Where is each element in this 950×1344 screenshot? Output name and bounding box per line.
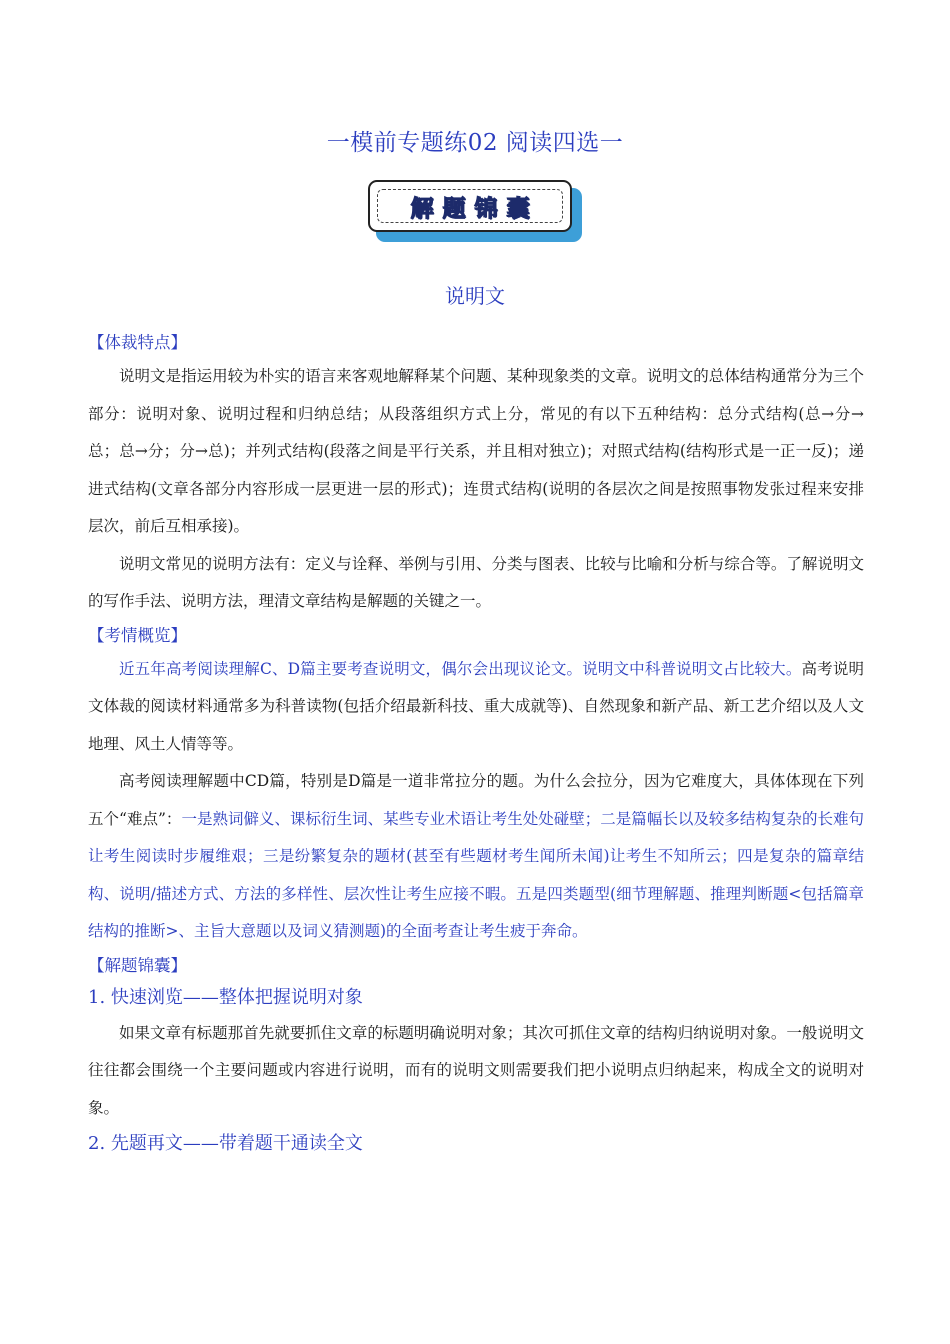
features-paragraph-2: 说明文常见的说明方法有：定义与诠释、举例与引用、分类与图表、比较与比喻和分析与综合等。了解说明文的写作手法、说明方法，理清文章结构是解题的关键之一。 xyxy=(88,554,864,610)
exam-paragraph-2 xyxy=(88,763,864,951)
exam-paragraph-1-highlight: 近五年高考阅读理解C、D篇主要考查说明文，偶尔会出现议论文。说明文中科普说明文占比较大。 xyxy=(119,659,802,678)
tip-1-paragraph: 如果文章有标题那首先就要抓住文章的标题明确说明对象；其次可抓住文章的结构归纳说明对象。一般说明文往往都会围绕一个主要问题或内容进行说明，而有的说明文则需要我们把小说明点归纳起来，构成全文的说明对象。 xyxy=(88,1023,864,1117)
exam-overview-heading: 【考情概览】 xyxy=(88,625,187,645)
badge-text: 解题锦囊 xyxy=(410,195,539,222)
exam-paragraph-2-text: 高考阅读理解题中CD篇，特别是D篇是一道非常拉分的题。为什么会拉分，因为它难度大，具体体现在下列五个“难点”： xyxy=(88,772,864,828)
features-paragraph-1: 说明文是指运用较为朴实的语言来客观地解释某个问题、某种现象类的文章。说明文的总体结构通常分为三个部分：说明对象、说明过程和归纳总结；从段落组织方式上分，常见的有以下五种结构：总分式结构(总→分→总；总→分；分→总)；并列式结构(段落之间是平行关系，并且相对独立)；对照式结构(结构形式是一正一反)；递进式结构(文章各部分内容形成一层更进一层的形式)；连贯式结构(说明的各层次之间是按照事物发张过程来安排层次，前后互相承接)。 xyxy=(88,367,864,535)
document-body xyxy=(88,328,864,1161)
tips-heading: 【解题锦囊】 xyxy=(88,955,187,975)
badge-frame xyxy=(368,180,572,232)
features-heading: 【体裁特点】 xyxy=(88,333,187,352)
exam-paragraph-2-highlight: 一是熟词僻义、课标衍生词、某些专业术语让考生处处碰壁；二是篇幅长以及较多结构复杂的长难句让考生阅读时步履维艰；三是纷繁复杂的题材(甚至有些题材考生闻所未闻)让考生不知所云；四是复杂的篇章结构、说明/描述方式、方法的多样性、层次性让考生应接不暇。五是四类题型(细节理解题、推理判断题<包括篇章结构的推断>、主旨大意题以及词义猜测题)的全面考查让考生疲于奔命。 xyxy=(88,809,864,940)
exam-paragraph-1 xyxy=(88,651,864,764)
document-title: 一模前专题练02 阅读四选一 xyxy=(326,130,624,156)
tip-1-heading: 1. 快速浏览——整体把握说明对象 xyxy=(88,986,363,1008)
tip-2-heading: 2. 先题再文——带着题干通读全文 xyxy=(88,1133,363,1154)
section-subtitle: 说明文 xyxy=(445,284,505,308)
exam-paragraph-1-text: 高考说明文体裁的阅读材料通常多为科普读物(包括介绍最新科技、重大成就等)、自然现象和新产品、新工艺介绍以及人文地理、风土人情等等。 xyxy=(88,659,864,753)
badge xyxy=(368,180,584,244)
badge-dashed-border xyxy=(377,189,563,223)
